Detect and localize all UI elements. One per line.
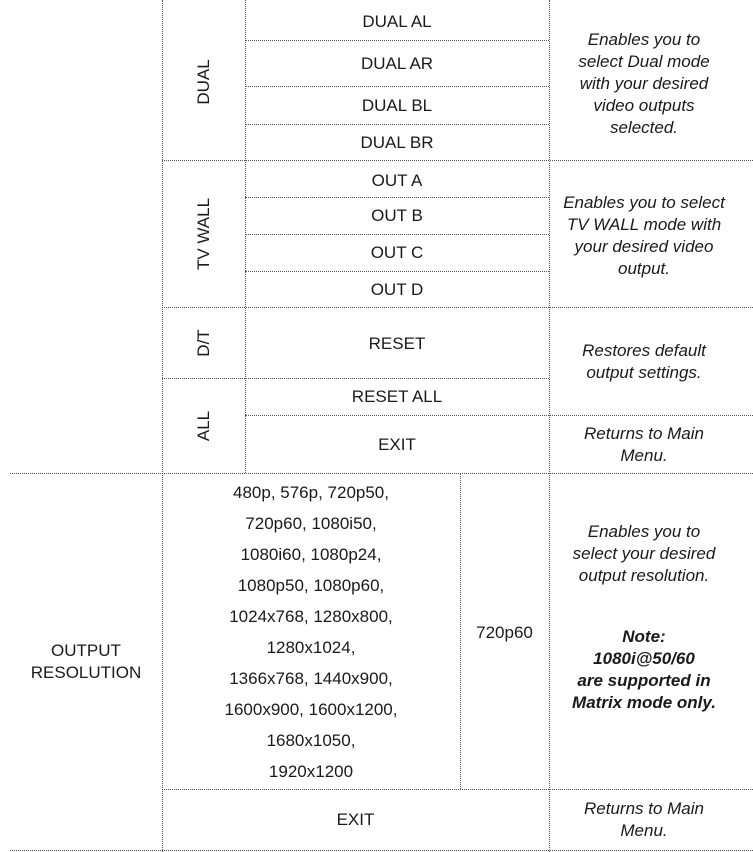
grid-line — [10, 473, 753, 474]
out-c-option: OUT C — [370, 243, 424, 262]
exit-option: EXIT — [336, 810, 375, 829]
grid-line — [162, 378, 549, 379]
dual-al-option: DUAL AL — [362, 12, 432, 31]
dual-description: Enables you to select Dual mode with your desired video outputs selected. — [578, 30, 710, 137]
resolution-option: 1080p50, 1080p60, — [237, 576, 385, 595]
resolution-option: 1024x768, 1280x800, — [229, 607, 393, 626]
dual-br-option: DUAL BR — [360, 133, 434, 152]
resolution-option: 720p60, 1080i50, — [245, 514, 377, 533]
resolution-option: 1080i60, 1080p24, — [240, 545, 382, 564]
output-resolution-label: OUTPUT RESOLUTION — [30, 641, 142, 682]
out-a-option: OUT A — [371, 171, 423, 190]
grid-line — [162, 160, 753, 161]
dual-label: DUAL — [194, 59, 213, 105]
matrix-mode-note: Note: 1080i@50/60 are supported in Matrix mode only. — [572, 627, 716, 712]
grid-line — [245, 234, 549, 235]
dual-ar-option: DUAL AR — [360, 54, 434, 73]
dual-bl-option: DUAL BL — [361, 96, 433, 115]
out-d-option: OUT D — [370, 280, 424, 299]
grid-line — [245, 415, 753, 416]
grid-line — [245, 197, 549, 198]
out-b-option: OUT B — [371, 206, 423, 225]
output-resolution-description: Enables you to select your desired output resolution. — [572, 522, 716, 585]
tv-wall-label: TV WALL — [194, 197, 213, 271]
resolution-option: 1366x768, 1440x900, — [229, 669, 393, 688]
exit-description: Returns to Main Menu. — [584, 799, 704, 840]
exit-description: Returns to Main Menu. — [584, 424, 704, 465]
resolution-option: 480p, 576p, 720p50, — [233, 483, 389, 502]
all-label: ALL — [194, 410, 213, 442]
resolution-option: 1680x1050, — [266, 731, 356, 750]
grid-line — [245, 86, 549, 87]
resolution-options-list — [162, 477, 460, 787]
reset-option: RESET — [368, 334, 426, 353]
resolution-option: 1280x1024, — [266, 638, 356, 657]
exit-option: EXIT — [378, 435, 416, 454]
grid-line — [245, 40, 549, 41]
resolution-option: 1920x1200 — [268, 762, 354, 781]
grid-line — [10, 850, 753, 851]
resolution-option: 1600x900, 1600x1200, — [224, 700, 398, 719]
dt-label: D/T — [194, 329, 213, 357]
reset-all-option: RESET ALL — [351, 387, 443, 406]
grid-line — [245, 271, 549, 272]
grid-line — [245, 124, 549, 125]
grid-line — [162, 789, 753, 790]
default-resolution: 720p60 — [476, 623, 533, 642]
tv-wall-description: Enables you to select TV WALL mode with your desired video output. — [563, 193, 725, 278]
grid-line — [162, 307, 753, 308]
reset-description: Restores default output settings. — [582, 341, 706, 382]
